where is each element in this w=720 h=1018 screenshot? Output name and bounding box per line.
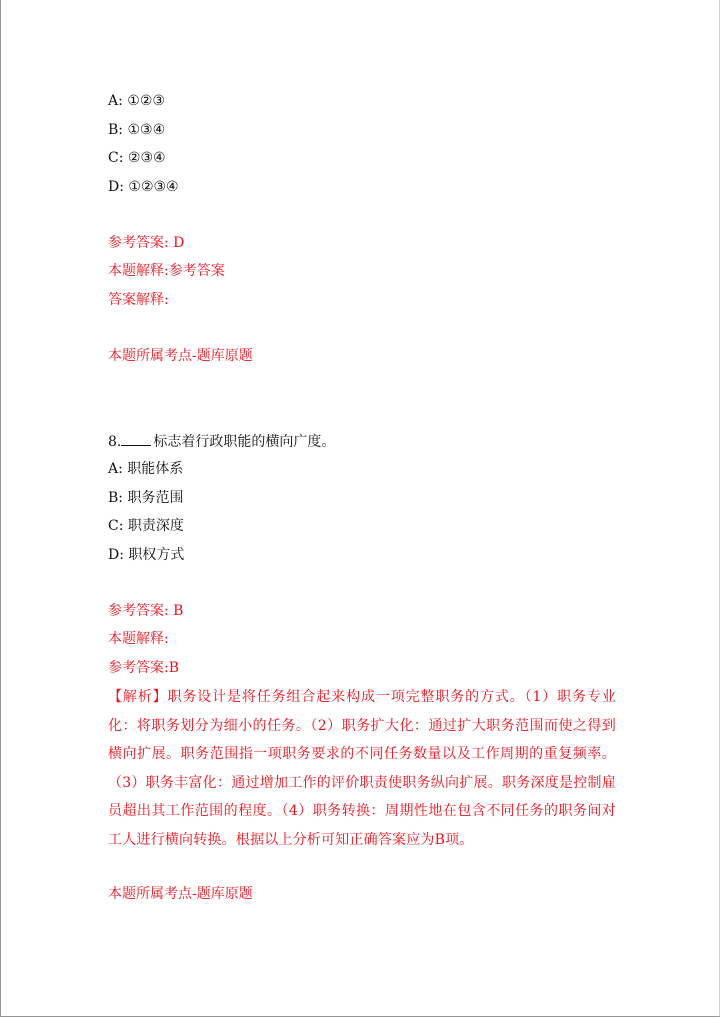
option-text: ②③④ bbox=[127, 150, 166, 166]
option-text: 职务范围 bbox=[127, 490, 184, 506]
option-label: A: bbox=[108, 461, 123, 477]
option-label: C: bbox=[108, 150, 124, 166]
option-label: D: bbox=[108, 179, 124, 195]
q7-option-b[interactable] bbox=[108, 120, 165, 140]
option-label: C: bbox=[108, 518, 124, 534]
option-label: D: bbox=[108, 547, 124, 563]
question-text: 标志着行政职能的横向广度。 bbox=[153, 434, 336, 450]
option-text: 职权方式 bbox=[128, 547, 185, 563]
option-text: ①③④ bbox=[127, 122, 166, 138]
q8-question bbox=[108, 431, 335, 452]
q8-source: 本题所属考点-题库原题 bbox=[108, 886, 253, 902]
question-number: 8. bbox=[108, 434, 122, 450]
q7-source: 本题所属考点-题库原题 bbox=[108, 348, 253, 364]
option-text: ①②③ bbox=[127, 93, 165, 109]
q8-analysis: 【解析】职务设计是将任务组合起来构成一项完整职务的方式。（1）职务专业化：将职务划分为细小的任务。（2）职务扩大化：通过扩大职务范围而使之得到横向扩展。职务范围指一项职务要求的不同任务数量以及工作周期的重复频率。（3）职务丰富化：通过增加工作的评价职责使职务纵向扩展。职务深度是控制雇员超出其工作范围的程度。（4）职务转换：周期性地在包含不同任务的职务间对工人进行横向转换。根据以上分析可知正确答案应为B项。 bbox=[108, 689, 616, 848]
option-text: ①②③④ bbox=[128, 179, 179, 195]
q8-option-c[interactable] bbox=[108, 516, 184, 536]
q8-reference-answer-short: 参考答案:B bbox=[108, 660, 180, 676]
option-text: 职责深度 bbox=[127, 518, 184, 534]
answer-blank bbox=[121, 431, 151, 446]
q8-option-d[interactable] bbox=[108, 545, 184, 565]
q7-explanation-label: 本题解释:参考答案 bbox=[108, 263, 225, 279]
q7-reference-answer: 参考答案: D bbox=[108, 235, 185, 251]
option-text: 职能体系 bbox=[127, 461, 184, 477]
q7-option-a[interactable] bbox=[108, 91, 165, 111]
option-label: B: bbox=[108, 490, 124, 506]
q8-option-a[interactable] bbox=[108, 459, 183, 479]
option-label: A: bbox=[108, 93, 123, 109]
q8-reference-answer: 参考答案: B bbox=[108, 603, 184, 619]
q7-option-d[interactable] bbox=[108, 177, 179, 197]
q7-answer-explanation-label: 答案解释: bbox=[108, 292, 169, 308]
option-label: B: bbox=[108, 122, 124, 138]
q7-option-c[interactable] bbox=[108, 148, 166, 168]
q8-explanation-label: 本题解释: bbox=[108, 631, 169, 647]
q8-option-b[interactable] bbox=[108, 488, 183, 508]
